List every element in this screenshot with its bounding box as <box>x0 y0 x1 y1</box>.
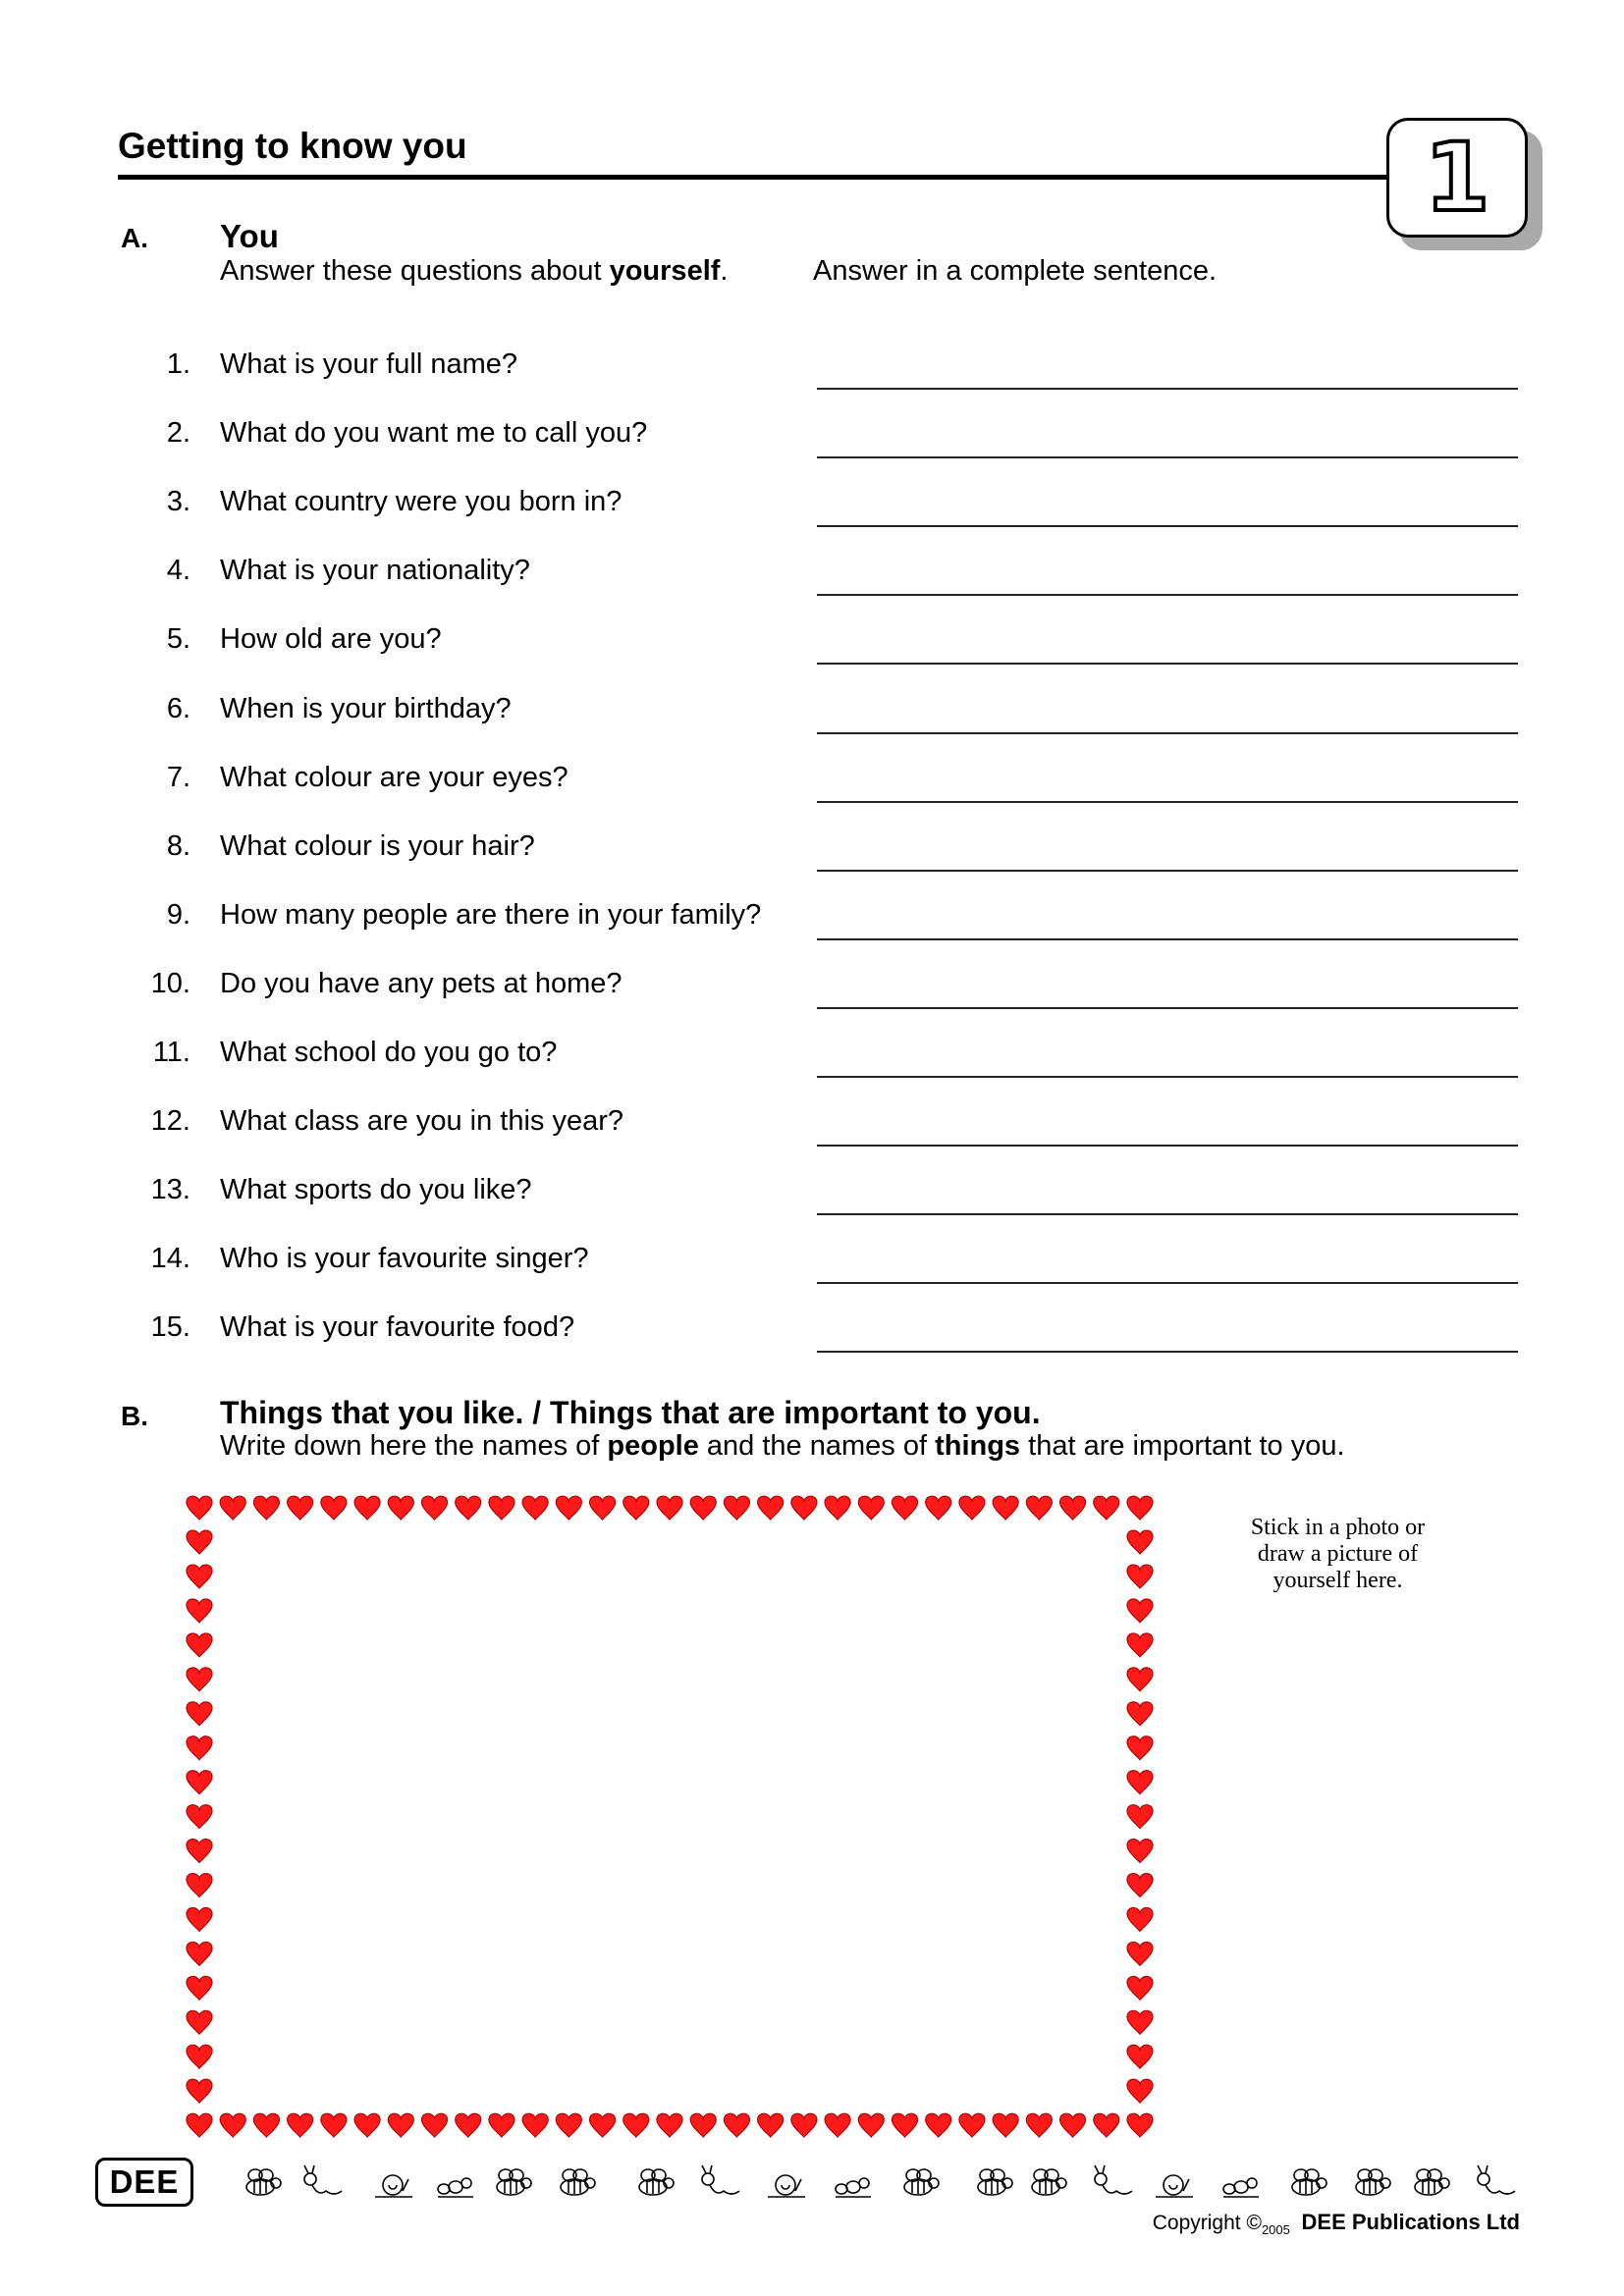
heart-icon <box>858 2113 884 2137</box>
heart-icon <box>220 1496 245 1520</box>
heart-icon <box>187 1599 212 1623</box>
heart-icon <box>388 1496 413 1520</box>
question-text: What sports do you like? <box>220 1174 532 1205</box>
section-a-instruction-2: Answer in a complete sentence. <box>813 255 1218 287</box>
question-text: How old are you? <box>220 623 442 655</box>
question-text: What country were you born in? <box>220 486 623 517</box>
question-text: What colour are your eyes? <box>220 762 568 793</box>
question-number: 12. <box>150 1105 190 1137</box>
question-number: 5. <box>166 623 190 655</box>
section-a-letter: A. <box>121 223 148 253</box>
heart-icon <box>1127 1633 1153 1657</box>
bee-icon <box>497 2169 531 2195</box>
heart-icon <box>993 2113 1018 2137</box>
heart-icon <box>1026 1496 1052 1520</box>
question-text: Do you have any pets at home? <box>220 968 623 999</box>
answer-line[interactable] <box>817 732 1518 734</box>
heart-icon <box>1127 2045 1153 2068</box>
heart-icon <box>858 1496 884 1520</box>
heart-icon <box>1127 2113 1153 2137</box>
question-number: 15. <box>150 1311 190 1343</box>
heart-icon <box>926 1496 951 1520</box>
heart-icon <box>1060 2113 1086 2137</box>
question-number: 9. <box>166 899 190 931</box>
heart-icon <box>623 1496 649 1520</box>
snail-icon <box>1156 2175 1193 2197</box>
question-number: 4. <box>166 555 190 586</box>
heart-icon <box>187 1496 212 1520</box>
heart-icon <box>657 1496 682 1520</box>
heart-icon <box>187 1771 212 1794</box>
bee-icon <box>1356 2169 1390 2195</box>
heart-icon <box>187 1736 212 1760</box>
heart-icon <box>1127 1565 1153 1588</box>
heart-icon <box>893 1496 918 1520</box>
heart-icon <box>187 1702 212 1726</box>
heart-icon <box>187 2113 212 2137</box>
question-number: 10. <box>150 968 190 999</box>
heart-icon <box>253 2113 279 2137</box>
heart-icon <box>724 2113 749 2137</box>
question-text: When is your birthday? <box>220 693 512 724</box>
heart-icon <box>1060 1496 1086 1520</box>
answer-line[interactable] <box>817 525 1518 527</box>
heart-icon <box>758 2113 784 2137</box>
heart-icon <box>1127 1805 1153 1829</box>
heart-icon <box>1094 2113 1119 2137</box>
heart-icon <box>657 2113 682 2137</box>
heart-icon <box>556 2113 581 2137</box>
heart-icon <box>1127 1496 1153 1520</box>
heart-icon <box>354 1496 380 1520</box>
heart-icon <box>1127 1668 1153 1691</box>
heart-icon <box>321 1496 347 1520</box>
heart-icon <box>522 1496 548 1520</box>
heart-icon <box>489 1496 514 1520</box>
question-number: 1. <box>166 348 190 380</box>
bee-icon <box>978 2169 1012 2195</box>
heart-icon <box>1127 1702 1153 1726</box>
instruction-text: Write down here the names of <box>220 1430 608 1462</box>
heart-icon <box>187 1942 212 1965</box>
heart-icon <box>220 2113 245 2137</box>
question-number: 11. <box>152 1037 190 1068</box>
heart-icon <box>187 1668 212 1691</box>
answer-line[interactable] <box>817 1282 1518 1284</box>
heart-icon <box>1127 1530 1153 1554</box>
question-text: What is your nationality? <box>220 555 530 586</box>
copyright-year: 2005 <box>1261 2222 1290 2238</box>
question-number: 7. <box>166 762 190 793</box>
question-text: What is your full name? <box>220 348 518 380</box>
question-number: 2. <box>166 417 190 449</box>
heart-icon <box>556 1496 581 1520</box>
heart-icon <box>724 1496 749 1520</box>
heart-icon <box>825 2113 850 2137</box>
heart-icon <box>187 1840 212 1863</box>
heart-icon <box>1127 1736 1153 1760</box>
ant-icon <box>836 2178 871 2197</box>
snail-icon <box>375 2175 412 2197</box>
answer-line[interactable] <box>817 1351 1518 1353</box>
heart-icon <box>1127 1908 1153 1932</box>
heart-icon <box>187 1805 212 1829</box>
heart-icon <box>456 2113 481 2137</box>
heart-icon <box>1127 1599 1153 1623</box>
question-text: What colour is your hair? <box>220 830 535 862</box>
answer-line[interactable] <box>817 1007 1518 1009</box>
question-text: What is your favourite food? <box>220 1311 575 1343</box>
section-b-letter: B. <box>121 1401 148 1431</box>
caterpillar-icon <box>1095 2165 1132 2194</box>
heart-icon <box>893 2113 918 2137</box>
section-a-instruction <box>220 255 728 288</box>
caterpillar-icon <box>1478 2165 1515 2194</box>
heart-icon <box>590 1496 616 1520</box>
heart-icon <box>388 2113 413 2137</box>
question-text: What school do you go to? <box>220 1037 558 1068</box>
ant-icon <box>1223 2178 1259 2197</box>
answer-line[interactable] <box>817 663 1518 665</box>
question-text: What class are you in this year? <box>220 1105 624 1137</box>
caterpillar-icon <box>702 2165 739 2194</box>
question-number: 14. <box>150 1243 190 1274</box>
snail-icon <box>768 2175 805 2197</box>
title-rule <box>118 175 1394 180</box>
answer-line[interactable] <box>817 1213 1518 1215</box>
heart-icon <box>187 2045 212 2068</box>
heart-icon <box>926 2113 951 2137</box>
instruction-bold: things <box>935 1430 1021 1462</box>
section-b-instruction <box>220 1430 1345 1463</box>
answer-line[interactable] <box>817 1076 1518 1078</box>
heart-icon <box>187 2010 212 2034</box>
heart-icon <box>422 2113 448 2137</box>
heart-icon <box>187 1633 212 1657</box>
instruction-text: Answer these questions about <box>220 255 610 287</box>
section-b-heading: Things that you like. / Things that are important to you. <box>220 1395 1041 1430</box>
bee-icon <box>904 2169 939 2195</box>
question-number: 6. <box>166 693 190 724</box>
heart-icon <box>489 2113 514 2137</box>
dee-logo: DEE <box>95 2158 193 2207</box>
heart-icon <box>288 2113 313 2137</box>
bee-icon <box>561 2169 595 2195</box>
heart-icon <box>187 2079 212 2103</box>
caterpillar-icon <box>304 2165 342 2194</box>
heart-icon <box>690 2113 716 2137</box>
bug-border-decoration <box>231 2158 1527 2207</box>
heart-icon <box>253 1496 279 1520</box>
heart-icon <box>288 1496 313 1520</box>
question-text: What do you want me to call you? <box>220 417 648 449</box>
bee-icon <box>639 2169 674 2195</box>
heart-icon <box>1127 1942 1153 1965</box>
heart-icon <box>187 1908 212 1932</box>
question-number: 13. <box>150 1174 190 1205</box>
heart-icon <box>1026 2113 1052 2137</box>
bee-icon <box>1032 2169 1066 2195</box>
photo-caption: Stick in a photo or draw a picture of yourself here. <box>1250 1515 1426 1593</box>
instruction-bold: people <box>607 1430 699 1462</box>
heart-icon <box>354 2113 380 2137</box>
answer-line[interactable] <box>817 388 1518 390</box>
answer-line[interactable] <box>817 1145 1518 1147</box>
copyright <box>1153 2210 1520 2237</box>
instruction-text: . <box>720 255 729 287</box>
bee-icon <box>1415 2169 1449 2195</box>
question-text: How many people are there in your family? <box>220 899 762 931</box>
section-a-heading: You <box>220 218 279 254</box>
heart-icon <box>1127 1874 1153 1897</box>
question-text: Who is your favourite singer? <box>220 1243 589 1274</box>
answer-line[interactable] <box>817 938 1518 940</box>
heart-icon <box>187 1565 212 1588</box>
heart-icon <box>1127 1840 1153 1863</box>
unit-number: 1 <box>1424 123 1490 233</box>
question-number: 3. <box>166 486 190 517</box>
answer-line[interactable] <box>817 594 1518 596</box>
heart-icon <box>623 2113 649 2137</box>
heart-icon <box>959 2113 985 2137</box>
heart-icon <box>791 2113 817 2137</box>
heart-icon <box>590 2113 616 2137</box>
heart-icon <box>825 1496 850 1520</box>
answer-line[interactable] <box>817 870 1518 872</box>
heart-icon <box>522 2113 548 2137</box>
instruction-text: that are important to you. <box>1020 1430 1345 1462</box>
heart-icon <box>758 1496 784 1520</box>
heart-icon <box>791 1496 817 1520</box>
instruction-bold: yourself <box>609 255 721 287</box>
heart-icon <box>321 2113 347 2137</box>
ant-icon <box>438 2178 473 2197</box>
instruction-text: and the names of <box>698 1430 936 1462</box>
heart-icon <box>187 1976 212 2000</box>
heart-icon <box>690 1496 716 1520</box>
heart-icon <box>1127 1771 1153 1794</box>
publisher-name: DEE Publications Ltd <box>1301 2210 1520 2234</box>
bee-icon <box>246 2169 281 2195</box>
bee-icon <box>1292 2169 1326 2195</box>
page-title: Getting to know you <box>118 126 467 166</box>
heart-icon <box>422 1496 448 1520</box>
heart-icon <box>1094 1496 1119 1520</box>
heart-icon <box>1127 2010 1153 2034</box>
heart-icon <box>993 1496 1018 1520</box>
heart-icon <box>456 1496 481 1520</box>
heart-icon <box>959 1496 985 1520</box>
question-number: 8. <box>166 830 190 862</box>
copyright-text: Copyright © <box>1152 2212 1262 2234</box>
heart-icon <box>187 1530 212 1554</box>
heart-icon <box>187 1874 212 1897</box>
heart-border-frame[interactable] <box>180 1489 1160 2142</box>
answer-line[interactable] <box>817 801 1518 803</box>
heart-icon <box>1127 2079 1153 2103</box>
answer-line[interactable] <box>817 456 1518 458</box>
heart-icon <box>1127 1976 1153 2000</box>
